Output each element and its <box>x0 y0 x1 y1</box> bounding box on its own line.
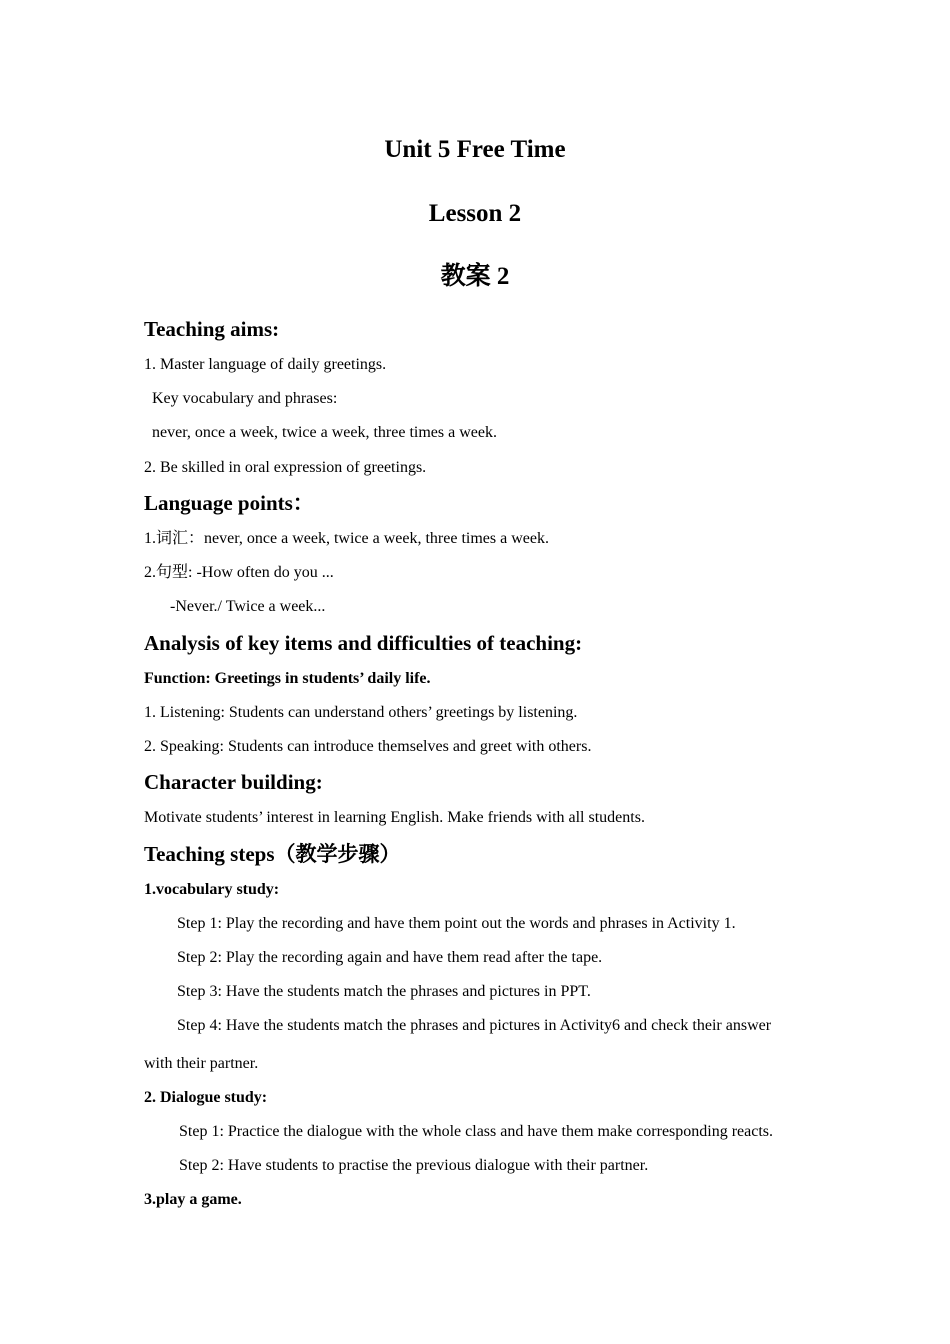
lesson-title: Lesson 2 <box>428 200 522 227</box>
vocabulary-step: Step 1: Play the recording and have them point out the words and phrases in Activity 1. <box>177 915 736 932</box>
analysis-line: 1. Listening: Students can understand others’ greetings by listening. <box>144 704 578 721</box>
teaching-aim-line: Key vocabulary and phrases: <box>152 390 338 407</box>
vocabulary-step: Step 4: Have the students match the phrases and pictures in Activity6 and check their answer <box>177 1017 772 1034</box>
language-point-line: 1.词汇：never, once a week, twice a week, three times a week. <box>144 530 549 547</box>
analysis-function: Function: Greetings in students’ daily life. <box>144 670 431 687</box>
dialogue-step: Step 1: Practice the dialogue with the whole class and have them make corresponding reacts. <box>179 1123 774 1140</box>
character-building-text: Motivate students’ interest in learning English. Make friends with all students. <box>144 809 645 826</box>
dialogue-step: Step 2: Have students to practise the previous dialogue with their partner. <box>179 1157 649 1174</box>
play-game-title: 3.play a game. <box>144 1191 242 1208</box>
language-point-line: 2.句型: -How often do you ... <box>144 564 334 581</box>
vocabulary-step: Step 2: Play the recording again and have them read after the tape. <box>177 949 603 966</box>
lesson-plan-title: 教案 2 <box>440 263 510 290</box>
unit-title: Unit 5 Free Time <box>384 136 566 163</box>
analysis-line: 2. Speaking: Students can introduce themselves and greet with others. <box>144 738 592 755</box>
analysis-heading: Analysis of key items and difficulties of teaching: <box>144 631 583 655</box>
language-point-line: -Never./ Twice a week... <box>170 598 326 615</box>
language-points-heading: Language points： <box>144 491 314 515</box>
character-building-heading: Character building: <box>144 770 323 794</box>
teaching-steps-heading: Teaching steps（教学步骤） <box>144 842 401 866</box>
teaching-aim-line: 2. Be skilled in oral expression of greetings. <box>144 459 427 476</box>
teaching-aim-line: 1. Master language of daily greetings. <box>144 356 387 373</box>
teaching-aim-line: never, once a week, twice a week, three times a week. <box>152 424 497 441</box>
vocabulary-study-title: 1.vocabulary study: <box>144 881 280 898</box>
vocabulary-step-continuation: with their partner. <box>144 1055 259 1072</box>
dialogue-study-title: 2. Dialogue study: <box>144 1089 268 1106</box>
teaching-aims-heading: Teaching aims: <box>144 317 280 341</box>
vocabulary-step: Step 3: Have the students match the phrases and pictures in PPT. <box>177 983 591 1000</box>
